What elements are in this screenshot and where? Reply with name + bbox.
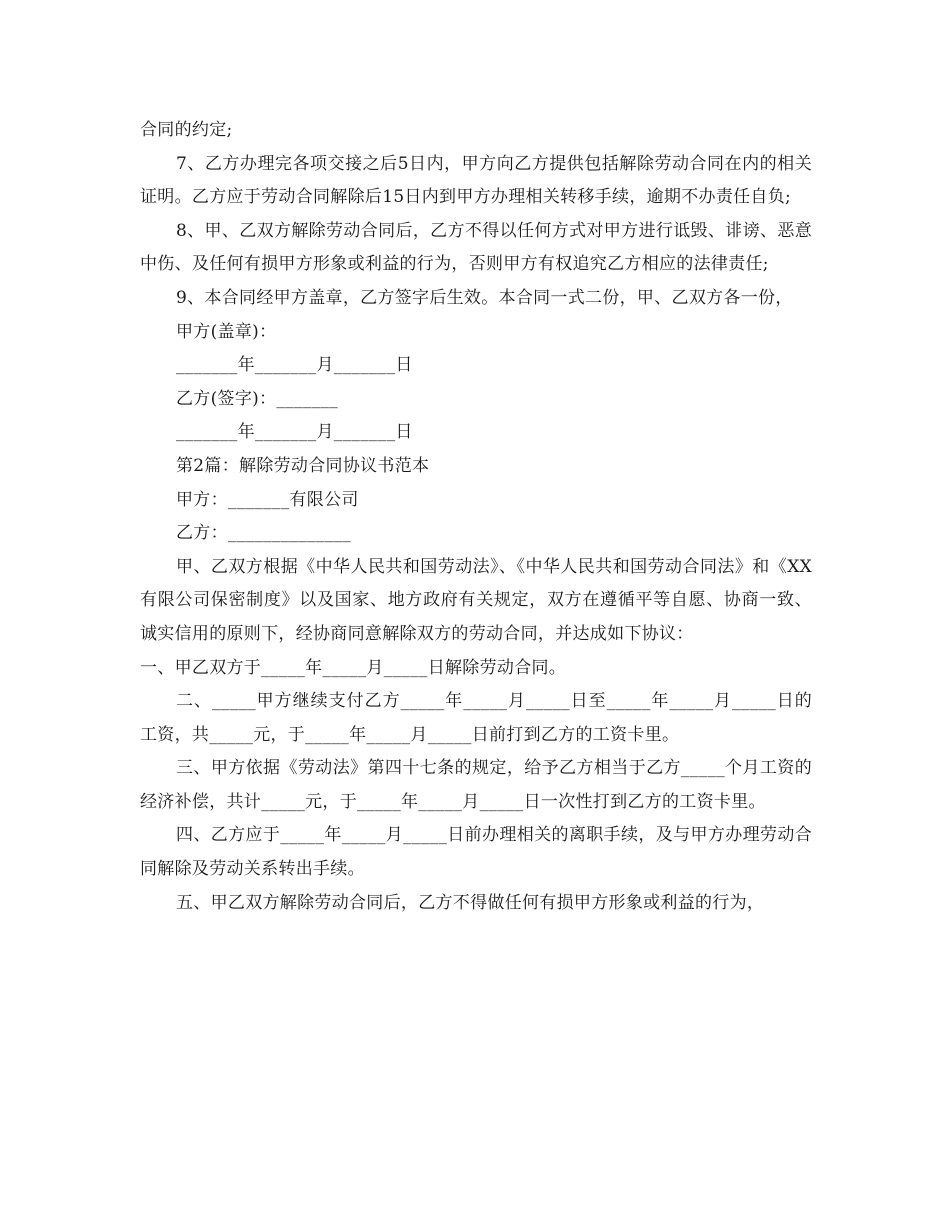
paragraph-article-2: 二、_____甲方继续支付乙方_____年_____月_____日至_____年_____月_____日的工资，共_____元，于_____年_____月_____日前打到乙方的工资卡里。	[140, 691, 812, 745]
paragraph-preamble: 甲、乙双方根据《中华人民共和国劳动法》、《中华人民共和国劳动合同法》和《XX有限公司保密制度》以及国家、地方政府有关规定，双方在遵循平等自愿、协商一致、诚实信用的原则下，经协商同意解除双方的劳动合同，并达成如下协议：	[140, 556, 812, 644]
paragraph-article-1: 一、甲乙双方于_____年_____月_____日解除劳动合同。	[140, 657, 567, 678]
party-b-name-line: 乙方：______________	[176, 523, 352, 544]
paragraph-article-3: 三、甲方依据《劳动法》第四十七条的规定，给予乙方相当于乙方_____个月工资的经济补偿，共计_____元，于_____年_____月_____日一次性打到乙方的工资卡里。	[140, 758, 812, 812]
paragraph-clause-8: 8、甲、乙双方解除劳动合同后，乙方不得以任何方式对甲方进行诋毁、诽谤、恶意中伤、及任何有损甲方形象或利益的行为，否则甲方有权追究乙方相应的法律责任;	[140, 220, 812, 275]
paragraph-clause-9: 9、本合同经甲方盖章，乙方签字后生效。本合同一式二份，甲、乙双方各一份，	[176, 287, 793, 308]
paragraph-article-5: 五、甲乙双方解除劳动合同后，乙方不得做任何有损甲方形象或利益的行为，	[176, 892, 765, 913]
section-heading-part-2: 第2篇：解除劳动合同协议书范本	[176, 455, 430, 476]
party-a-seal-line: 甲方(盖章)：	[176, 321, 277, 342]
paragraph-article-4: 四、乙方应于_____年_____月_____日前办理相关的离职手续，及与甲方办理劳动合同解除及劳动关系转出手续。	[140, 825, 812, 880]
party-a-date-line: _______年_______月_______日	[176, 355, 413, 376]
party-a-company-line: 甲方：_______有限公司	[176, 489, 359, 510]
paragraph-clause-7: 7、乙方办理完各项交接之后5日内，甲方向乙方提供包括解除劳动合同在内的相关证明。乙方应于劳动合同解除后15日内到甲方办理相关转移手续，逾期不办责任自负;	[140, 153, 812, 208]
paragraph-contract-terms-end: 合同的约定;	[140, 120, 233, 140]
document-page	[140, 114, 812, 920]
party-b-signature-line: 乙方(签字)：_______	[176, 388, 338, 409]
party-b-date-line: _______年_______月_______日	[176, 422, 413, 443]
